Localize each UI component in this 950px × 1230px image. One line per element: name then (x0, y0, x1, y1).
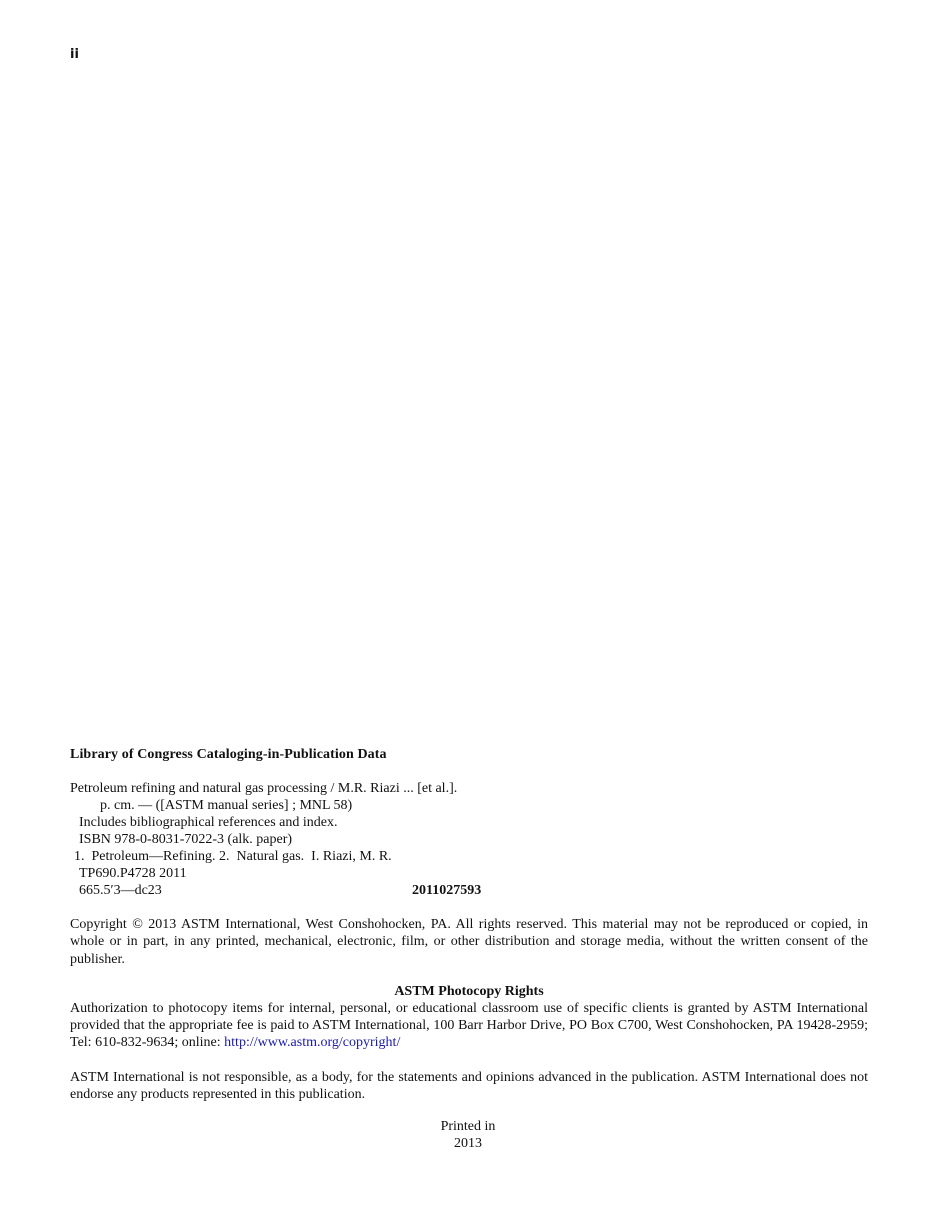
photocopy-rights-text: Authorization to photocopy items for internal, personal, or educational classroom use of specific clients is granted by ASTM International provided that the appropriate fee is paid to ASTM International, 100 Barr Harbor Drive, PO Box C700, West Conshohocken, PA 19428-2959; Tel: 610-832-9634; online: (70, 1001, 868, 1050)
cip-line-call-number: TP690.P4728 2011 (79, 866, 187, 881)
printed-in-label: Printed in (440, 1119, 496, 1134)
cip-lccn: 2011027593 (412, 883, 482, 898)
photocopy-rights (70, 983, 868, 1051)
cip-line-title: Petroleum refining and natural gas processing / M.R. Riazi ... [et al.]. (70, 781, 458, 796)
cip-line-isbn: ISBN 978-0-8031-7022-3 (alk. paper) (79, 832, 293, 847)
copyright-link[interactable]: http://www.astm.org/copyright/ (224, 1035, 401, 1050)
cip-line-classification-row (70, 882, 870, 899)
cip-data-block (70, 746, 870, 899)
cip-line-notes: Includes bibliographical references and index. (79, 815, 338, 830)
photocopy-rights-title: ASTM Photocopy Rights (394, 984, 544, 999)
cip-line-subjects: 1. Petroleum—Refining. 2. Natural gas. I. Riazi, M. R. (74, 849, 392, 864)
disclaimer: ASTM International is not responsible, as a body, for the statements and opinions advanced in the publication. ASTM International does not endorse any products represented in this publication. (70, 1070, 868, 1102)
printed-year: 2013 (454, 1136, 482, 1151)
cip-title: Library of Congress Cataloging-in-Publication Data (70, 747, 387, 762)
photocopy-rights-body (70, 1000, 868, 1051)
page-number: ii (70, 47, 79, 62)
printed-in (0, 1118, 936, 1152)
copyright-notice: Copyright © 2013 ASTM International, West Conshohocken, PA. All rights reserved. This material may not be reproduced or copied, in whole or in part, in any printed, mechanical, electronic, film, or other distribution and storage media, without the written consent of the publisher. (70, 917, 868, 967)
cip-classification: 665.5′3—dc23 (79, 883, 162, 898)
cip-line-series: p. cm. — ([ASTM manual series] ; MNL 58) (100, 798, 353, 813)
